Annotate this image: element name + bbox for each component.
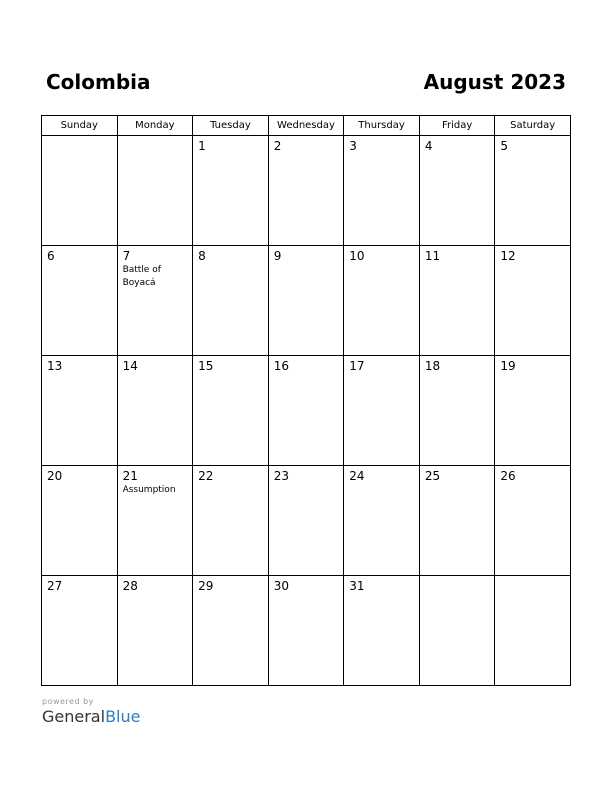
brand-blue: Blue xyxy=(105,707,141,726)
day-cell xyxy=(495,246,571,356)
day-cell xyxy=(419,466,495,576)
day-number: 24 xyxy=(349,469,365,483)
day-number: 12 xyxy=(500,249,516,263)
day-cell xyxy=(419,356,495,466)
day-number: 1 xyxy=(198,139,206,153)
day-cell xyxy=(42,356,118,466)
day-cell xyxy=(419,136,495,246)
day-number: 29 xyxy=(198,579,214,593)
weekday-monday: Monday xyxy=(117,116,193,136)
weekday-saturday: Saturday xyxy=(495,116,571,136)
day-number: 7 xyxy=(122,249,131,263)
week-row xyxy=(42,136,571,246)
day-number: 9 xyxy=(273,249,282,263)
day-number: 20 xyxy=(47,469,63,483)
month-year-title: August 2023 xyxy=(423,70,566,94)
calendar-grid xyxy=(41,115,571,686)
day-cell xyxy=(268,576,344,686)
day-cell xyxy=(193,246,269,356)
day-cell xyxy=(268,356,344,466)
day-number: 22 xyxy=(198,469,214,483)
day-cell xyxy=(268,466,344,576)
day-number: 10 xyxy=(349,249,365,263)
day-number: 4 xyxy=(424,139,433,153)
day-cell xyxy=(344,246,420,356)
day-number: 21 xyxy=(122,469,138,483)
day-number: 28 xyxy=(122,579,138,593)
day-cell xyxy=(495,576,571,686)
day-cell xyxy=(495,356,571,466)
day-cell xyxy=(419,576,495,686)
day-number: 31 xyxy=(349,579,365,593)
week-row xyxy=(42,246,571,356)
day-number: 30 xyxy=(273,579,289,593)
day-cell xyxy=(495,136,571,246)
day-number: 17 xyxy=(349,359,365,373)
powered-by-label: powered by xyxy=(42,697,94,706)
day-cell xyxy=(42,466,118,576)
day-cell xyxy=(344,136,420,246)
week-row xyxy=(42,466,571,576)
day-number: 6 xyxy=(47,249,55,263)
day-cell xyxy=(193,576,269,686)
day-cell xyxy=(193,136,269,246)
day-cell xyxy=(117,246,193,356)
weekday-wednesday: Wednesday xyxy=(268,116,344,136)
day-cell xyxy=(268,246,344,356)
generalblue-logo xyxy=(42,707,140,726)
footer-branding xyxy=(42,697,140,726)
day-cell xyxy=(268,136,344,246)
day-cell xyxy=(42,136,118,246)
weekday-header-row xyxy=(42,116,571,136)
day-cell xyxy=(117,136,193,246)
day-number: 27 xyxy=(47,579,63,593)
day-cell xyxy=(117,466,193,576)
day-cell xyxy=(344,576,420,686)
day-number: 15 xyxy=(198,359,214,373)
day-number: 23 xyxy=(273,469,289,483)
day-number: 18 xyxy=(424,359,441,373)
weekday-thursday: Thursday xyxy=(344,116,420,136)
day-cell xyxy=(193,466,269,576)
day-cell xyxy=(193,356,269,466)
day-number: 2 xyxy=(273,139,282,153)
weekday-sunday: Sunday xyxy=(42,116,118,136)
week-row xyxy=(42,576,571,686)
day-number: 3 xyxy=(349,139,357,153)
day-number: 11 xyxy=(424,249,441,263)
day-number: 13 xyxy=(47,359,63,373)
day-cell xyxy=(117,356,193,466)
day-cell xyxy=(117,576,193,686)
day-cell xyxy=(419,246,495,356)
brand-general: General xyxy=(42,707,106,726)
calendar-header xyxy=(41,70,571,100)
day-cell xyxy=(344,466,420,576)
day-cell xyxy=(42,576,118,686)
day-cell xyxy=(344,356,420,466)
week-row xyxy=(42,356,571,466)
day-cell xyxy=(495,466,571,576)
weekday-tuesday: Tuesday xyxy=(193,116,269,136)
day-number: 5 xyxy=(500,139,509,153)
holiday-label: Assumption xyxy=(122,485,176,495)
day-number: 25 xyxy=(424,469,441,483)
day-cell xyxy=(42,246,118,356)
holiday-label: Battle of Boyacá xyxy=(122,265,161,288)
country-title: Colombia xyxy=(46,70,151,94)
day-number: 16 xyxy=(273,359,289,373)
day-number: 26 xyxy=(500,469,516,483)
day-number: 19 xyxy=(500,359,516,373)
weekday-friday: Friday xyxy=(419,116,495,136)
day-number: 8 xyxy=(198,249,206,263)
day-number: 14 xyxy=(122,359,138,373)
